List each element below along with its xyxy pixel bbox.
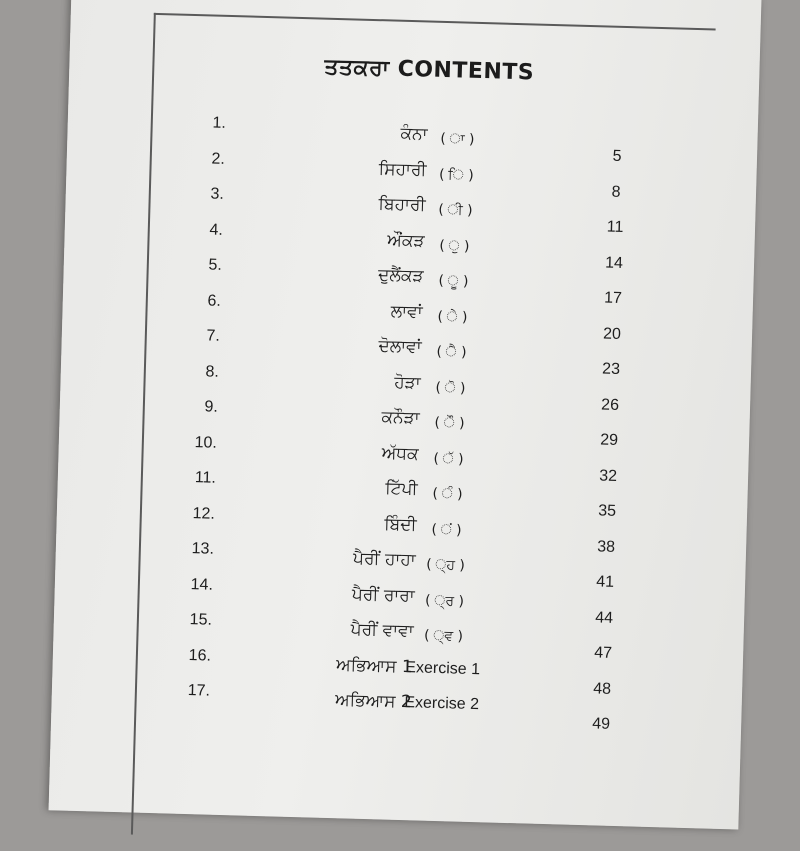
entry-symbol: ( ੍ਵ ) [423, 627, 464, 645]
entry-symbol: ( ੍ਹ ) [425, 556, 466, 574]
entry-number: 16. [188, 646, 212, 665]
entry-title: ਕੰਨਾ [400, 123, 428, 145]
entry-number: 14. [190, 575, 214, 594]
entry-title: ਦੋਲਾਵਾਂ [378, 336, 422, 358]
entry-page-number: 29 [599, 431, 619, 449]
entry-title: ਟਿੱਪੀ [384, 478, 418, 500]
entry-symbol: ( ਾ ) [440, 130, 475, 148]
entry-page-number: 23 [601, 360, 621, 378]
entry-symbol: ( ੍ਰ ) [424, 592, 465, 610]
entry-symbol: ( ਂ ) [431, 521, 462, 539]
entry-symbol: ( ੋ ) [435, 379, 466, 397]
book-page [49, 0, 762, 829]
entry-page-number: 11 [606, 218, 624, 237]
entry-symbol: ( ੈ ) [436, 343, 467, 361]
entry-number: 17. [187, 682, 211, 700]
entry-title: ਹੋੜਾ [393, 372, 421, 393]
entry-number: 11. [194, 469, 217, 487]
entry-page-number: 41 [595, 573, 615, 591]
entry-symbol: ( ੌ ) [434, 414, 465, 432]
entry-number: 10. [194, 433, 218, 452]
entry-page-number: 44 [595, 608, 614, 627]
entry-title: ਅੱਧਕ [381, 442, 419, 464]
entry-symbol: ( ੀ ) [438, 201, 473, 219]
entry-page-number: 14 [604, 254, 624, 272]
entry-page-number: 8 [611, 183, 621, 201]
entry-title: ਬਿੰਦੀ [383, 513, 417, 535]
entry-number: 8. [205, 362, 220, 381]
entry-symbol: ( ੁ ) [439, 237, 470, 255]
entry-title: ਕਨੌੜਾ [381, 407, 420, 429]
entry-title: ਔਂਕੜ [387, 229, 425, 251]
entry-title: ਦੁਲੈਂਕੜ [377, 265, 424, 287]
entry-symbol: ( ੰ ) [432, 485, 463, 503]
entry-number: 1. [212, 114, 227, 132]
entry-page-number: 47 [594, 644, 613, 662]
entry-symbol: ( ਿ ) [438, 166, 474, 184]
entry-symbol: ( ੱ ) [433, 450, 464, 468]
entry-title: ਪੈਰੀਂ ਰਾਰਾ [351, 584, 415, 606]
entry-title: ਬਿਹਾਰੀ [378, 194, 426, 216]
entry-number: 15. [189, 611, 213, 629]
entry-number: 2. [211, 150, 226, 168]
entry-number: 3. [210, 185, 225, 203]
entry-title: ਪੈਰੀਂ ਹਾਹਾ [352, 548, 416, 571]
page-title: ਤਤਕਰਾ CONTENTS [324, 54, 535, 86]
entry-title: ਲਾਵਾਂ [390, 301, 423, 322]
entry-title: ਅਭਿਆਸ 2 [334, 690, 412, 713]
entry-number: 5. [208, 256, 223, 274]
entry-page-number: 35 [597, 502, 617, 520]
entry-page-number: 32 [598, 466, 618, 485]
entry-page-number: 20 [602, 325, 622, 343]
entry-page-number: 49 [592, 715, 611, 733]
entry-symbol: ( ੂ ) [438, 272, 469, 290]
entry-symbol: Exercise 2 [404, 694, 480, 714]
entry-page-number: 48 [593, 679, 612, 698]
entry-page-number: 38 [596, 537, 616, 556]
entry-symbol: Exercise 1 [405, 658, 481, 678]
entry-page-number: 17 [603, 289, 623, 308]
entry-number: 13. [191, 540, 215, 558]
entry-title: ਅਭਿਆਸ 1 [335, 654, 413, 677]
entry-page-number: 26 [600, 395, 620, 414]
entry-title: ਸਿਹਾਰੀ [378, 158, 427, 181]
entry-number: 6. [207, 291, 222, 310]
entry-number: 9. [204, 398, 219, 416]
entry-number: 4. [209, 220, 224, 239]
entry-number: 12. [192, 504, 216, 523]
entry-symbol: ( ੇ ) [437, 308, 468, 326]
entry-number: 7. [206, 327, 221, 345]
entry-title: ਪੈਰੀਂ ਵਾਵਾ [350, 619, 414, 642]
entry-page-number: 5 [612, 147, 622, 165]
